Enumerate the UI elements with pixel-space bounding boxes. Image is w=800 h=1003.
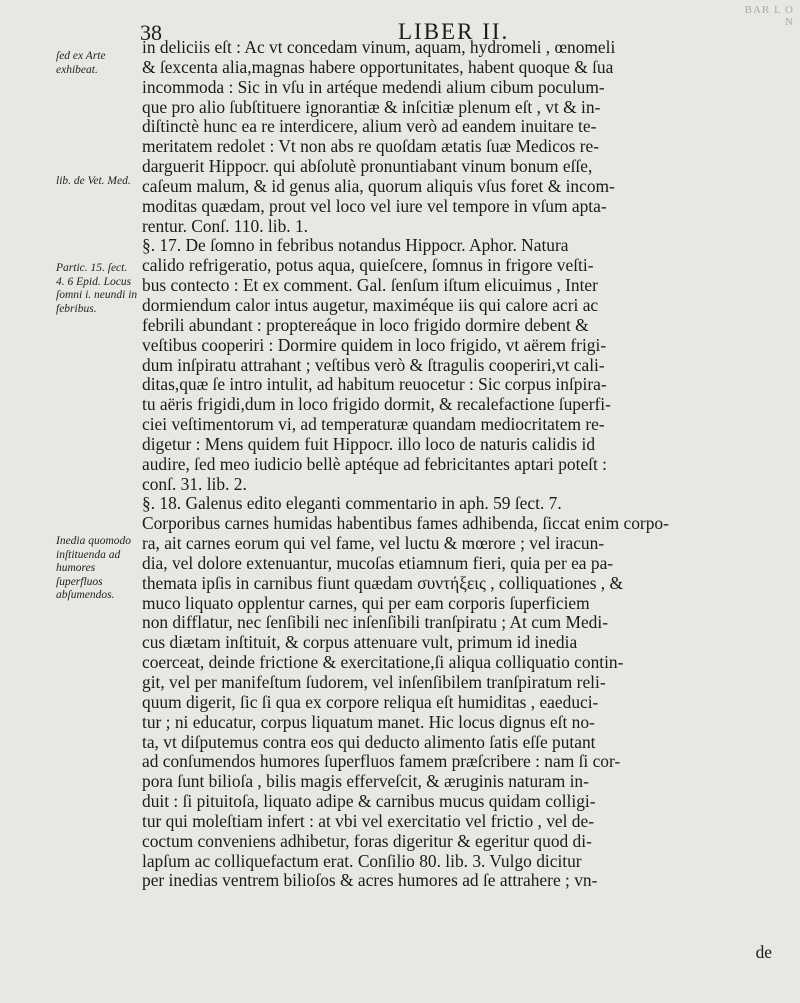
text-line: cus diætam inſtituit, & corpus attenuare vult, primum id inedia [142,632,578,653]
text-line: ditas,quæ ſe intro intulit, ad habitum reuocetur : Sic corpus inſpira- [142,374,607,395]
text-line: Corporibus carnes humidas habentibus fames adhibenda, ſiccat enim corpo- [142,513,669,534]
text-line: ad conſumendos humores ſuperfluos famem præſcribere : nam ſi cor- [142,751,621,772]
text-line: meritatem redolet : Vt non abs re quoſdam ætatis ſuæ Medicos re- [142,136,600,157]
text-line: lapſum ac colliquefactum erat. Conſilio 80. lib. 3. Vulgo dicitur [142,850,582,871]
text-line: §. 18. Galenus edito eleganti commentario in aph. 59 ſect. 7. [142,493,562,514]
margin-note: lib. de Vet. Med. [56,175,131,187]
text-line: darguerit Hippocr. qui abſolutè pronuntiabant vinum bonum eſſe, [142,156,593,177]
text-line: dum inſpiratu attrahant ; veſtibus verò & ſtragulis cooperiri,vt cali- [142,354,605,375]
text-line: muco liquato opplentur carnes, qui per eam corporis ſuperficiem [142,592,590,613]
text-line: pora ſunt bilioſa , bilis magis efferveſcit, & æruginis naturam in- [142,771,589,792]
running-title: LIBER II. [398,19,510,44]
text-line: tu aëris frigidi,dum in loco frigido dormit, & recalefactione ſuperfi- [142,394,611,415]
text-line: caſeum malum, & id genus alia, quorum aliquis vſus foret & incom- [142,175,615,196]
text-line: duit : ſi pituitoſa, liquato adipe & carnibus mucus quidam colligi- [142,791,596,812]
text-line: conſ. 31. lib. 2. [142,473,247,494]
text-line: febrili abundant : proptereáque in loco frigido dormire debent & [142,314,589,335]
text-line: que pro alio ſubſtituere ignorantiæ & inſcitiæ plenum eſt , vt & in- [142,96,601,117]
margin-note: ſed ex Arte exhibeat. [56,50,106,76]
text-line: non difflatur, nec ſenſibili nec inſenſibili tranſpiratu ; At cum Medi- [142,612,609,633]
text-line: ciei veſtimentorum vi, ad temperaturæ quandam mediocritatem re- [142,414,605,435]
text-line: in deliciis eſt : Ac vt concedam vinum, aquam, hydromeli , œnomeli [142,37,616,57]
text-line: git, vel per manifeſtum ſudorem, vel inſenſibilem tranſpiratum reli- [142,672,606,692]
text-line: ra, ait carnes eorum qui vel fame, vel luctu & mœrore ; vel iracun- [142,533,605,554]
body-text [142,38,772,891]
text-line: §. 17. De ſomno in febribus notandus Hippocr. Aphor. Natura [142,235,569,256]
text-line: dia, vel dolore extenuantur, mucoſas etiamnum fieri, quia per ea pa- [142,552,614,573]
text-line: coerceat, deinde frictione & exercitatione,ſi aliqua colliquatio contin- [142,652,624,673]
margin-note: Partic. 15. ſect. 4. 6 Epid. Locus ſomni i. neundi in febribus. [56,262,138,315]
text-line: per inedias ventrem bilioſos & acres humores ad ſe attrahere ; vn- [142,870,598,891]
text-line: ta, vt diſputemus contra eos qui deducto alimento ſatis eſſe putant [142,731,596,752]
text-line: tur qui moleſtiam infert : at vbi vel exercitatio vel frictio , vel de- [142,810,595,831]
bleed-through-text: BAR L O N [744,4,794,28]
text-line: & ſexcenta alia,magnas habere opportunitates, habent quoque & ſua [142,56,614,77]
text-line: tur ; ni educatur, corpus liquatum manet. Hic locus dignus eſt no- [142,711,595,732]
text-line: coctum conveniens adhibetur, foras digeritur & egeritur quod di- [142,830,592,851]
text-line: digetur : Mens quidem fuit Hippocr. illo loco de naturis calidis id [142,433,596,454]
text-line: calido refrigeratio, potus aqua, quieſcere, ſomnus in frigore veſti- [142,255,594,276]
catchword: de [755,942,772,962]
page-number: 38 [140,20,162,45]
text-line: moditas quædam, prout vel loco vel iure vel tempore in vſum apta- [142,195,607,216]
text-line: dormiendum calor intus augetur, maximéque iis qui calore acri ac [142,294,599,315]
text-line: diſtinctè hunc ea re interdicere, alium verò ad eandem inuitare te- [142,116,597,137]
text-line: incommoda : Sic in vſu in artéque medendi alium cibum poculum- [142,76,605,97]
text-line: veſtibus cooperiri : Dormire quidem in loco frigido, vt aërem frigi- [142,334,607,355]
text-line: audire, ſed meo iudicio bellè aptéque ad febricitantes aptari poteſt : [142,453,608,474]
text-line: rentur. Conſ. 110. lib. 1. [142,215,309,236]
text-line: themata ipſis in carnibus fiunt quædam συντήξεις , colliquationes , & [142,572,624,593]
text-line: bus contecto : Et ex comment. Gal. ſenſum iſtum elicuimus , Inter [142,275,598,296]
margin-note: Inedia quomodo inſtituenda ad humores ſuperfluos abſumendos. [56,535,132,601]
text-line: quum digerit, ſic ſi qua ex corpore reliqua eſt humiditas , eaeduci- [142,691,599,712]
